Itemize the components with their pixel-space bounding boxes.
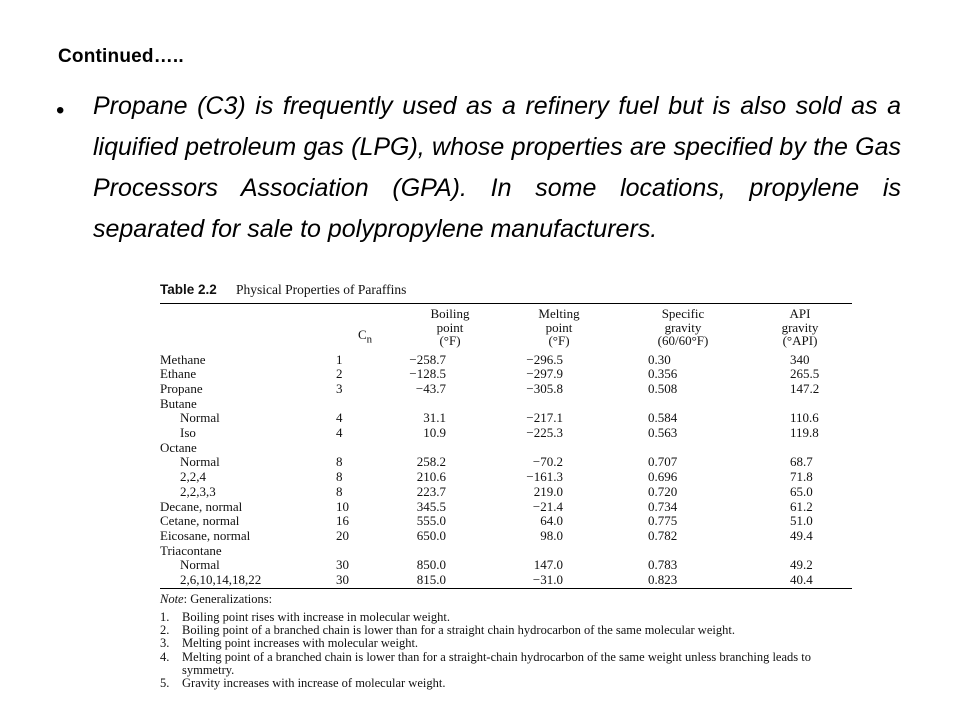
cell-sg [618,441,748,456]
cell-bp: 258.2 [416,454,446,470]
note-number: 1. [160,609,170,624]
cell-name: Decane, normal [160,498,243,514]
cell-api: 119.8 [790,425,819,441]
paraffins-table [160,304,852,588]
cell-sg: 0.783 [648,557,678,573]
header-boiling-point [400,304,500,350]
note-item [160,677,852,690]
cell-mp: −296.5 [526,351,563,367]
cell-api: 51.0 [790,513,813,529]
cell-mp: −31.0 [532,572,563,588]
notes-title-prefix: Note [160,591,184,606]
bullet-text: Propane (C3) is frequently used as a refinery fuel but is also sold as a liquified petroleum gas (LPG), whose properties are specified by the Gas Processors Association (GPA). In some locations, propylene is separated for sale to polypropylene manufacturers. [93,92,901,243]
cell-sg: 0.563 [648,425,678,441]
cell-api: 71.8 [790,469,813,485]
table-row [160,382,852,397]
cell-mp: 64.0 [540,513,563,529]
header-bp-line1: Boiling [430,306,470,321]
cell-cn: 3 [336,380,343,396]
header-melting-point [500,304,618,350]
cell-cn [330,544,400,559]
note-text: Boiling point of a branched chain is lower than for a straight chain hydrocarbon of the same molecular weight. [182,623,735,638]
cell-bp: 223.7 [416,483,446,499]
header-api-line2: gravity [781,319,819,335]
table-body [160,350,852,588]
table-row [160,529,852,544]
cell-name: Normal [180,410,220,426]
cell-mp: −217.1 [526,410,563,426]
cell-cn: 8 [336,469,343,485]
note-text: Boiling point rises with increase in molecular weight. [182,609,450,624]
cell-cn: 1 [336,351,343,367]
notes-title-rest: : Generalizations: [183,591,273,606]
cell-bp: 650.0 [416,527,446,543]
cell-name: 2,6,10,14,18,22 [180,572,262,588]
cell-bp: 555.0 [416,513,446,529]
cell-api: 265.5 [790,366,820,382]
table-row [160,350,852,368]
cell-name: Triacontane [160,542,222,558]
note-number: 2. [160,623,170,638]
header-api-gravity [748,304,852,350]
cell-bp: 850.0 [416,557,446,573]
cell-cn: 8 [336,483,343,499]
table-row [160,544,852,559]
cell-sg: 0.584 [648,410,678,426]
cell-mp: −161.3 [526,469,563,485]
table-row [160,514,852,529]
cell-sg: 0.775 [648,513,678,529]
table-row [160,455,852,470]
note-number: 3. [160,636,170,651]
table-notes [160,593,852,690]
cell-api: 340 [790,351,810,367]
cell-api: 61.2 [790,498,813,514]
cell-cn: 30 [336,557,349,573]
cell-mp: −305.8 [526,380,563,396]
cell-bp: 210.6 [416,469,446,485]
header-cn-main: C [357,327,367,343]
cell-cn: 8 [336,454,343,470]
cell-mp: 147.0 [533,557,563,573]
table-row [160,367,852,382]
cell-sg: 0.696 [648,469,678,485]
table-row [160,500,852,515]
table-row [160,441,852,456]
table-row [160,397,852,412]
cell-api [748,544,852,559]
header-api-line3: (°API) [782,333,818,348]
cell-sg [618,397,748,412]
cell-cn: 20 [336,527,349,543]
cell-sg [618,544,748,559]
cell-name: 2,2,3,3 [180,483,216,499]
cell-api [748,397,852,412]
cell-mp: −225.3 [526,425,563,441]
cell-name: Iso [180,425,196,441]
header-bp-line3: (°F) [439,333,461,348]
cell-bp [400,441,500,456]
cell-mp [500,544,618,559]
header-mp-line1: Melting [538,306,580,321]
table-bottom-rule [160,588,852,589]
cell-cn [330,397,400,412]
cell-name: Normal [180,454,220,470]
cell-mp: −21.4 [532,498,563,514]
table-row [160,558,852,573]
cell-cn: 10 [336,498,349,514]
cell-api: 68.7 [790,454,813,470]
cell-bp: 345.5 [416,498,446,514]
cell-name: Eicosane, normal [160,527,251,543]
header-cn-sub: n [366,334,373,346]
cell-bp: 815.0 [416,572,446,588]
note-item [160,637,852,650]
table-caption-label: Table 2.2 [160,282,217,297]
cell-sg: 0.30 [648,351,671,367]
cell-api: 147.2 [790,380,820,396]
cell-sg: 0.734 [648,498,678,514]
note-number: 5. [160,675,170,690]
cell-mp: 98.0 [540,527,563,543]
table-header-row [160,304,852,350]
cell-mp: 219.0 [533,483,563,499]
cell-api: 110.6 [790,410,819,426]
cell-name: Normal [180,557,220,573]
cell-bp [400,544,500,559]
table-caption [160,282,852,300]
cell-bp: −128.5 [409,366,446,382]
paraffins-table-figure [160,282,852,690]
cell-api: 65.0 [790,483,813,499]
header-bp-line2: point [436,319,464,335]
table-row [160,573,852,588]
cell-bp: −258.7 [409,351,446,367]
cell-api: 49.4 [790,527,813,543]
cell-bp: 10.9 [423,425,446,441]
header-sg-line1: Specific [661,306,705,321]
header-mp-line2: point [545,319,573,335]
cell-name: Propane [160,380,203,396]
cell-name: Octane [160,439,197,455]
cell-mp [500,397,618,412]
cell-bp: −43.7 [415,380,446,396]
cell-sg: 0.823 [648,572,678,588]
note-number: 4. [160,649,170,664]
cell-cn: 2 [336,366,343,382]
notes-list [160,611,852,690]
cell-mp: −297.9 [526,366,563,382]
header-sg-line3: (60/60°F) [657,333,709,348]
cell-sg: 0.782 [648,527,678,543]
cell-cn: 16 [336,513,349,529]
cell-api: 40.4 [790,572,813,588]
header-sg-line2: gravity [664,319,702,335]
note-text: Melting point increases with molecular weight. [182,636,419,651]
cell-name: Methane [160,351,206,367]
header-carbon-number [330,304,400,350]
table-row [160,411,852,426]
cell-name: Cetane, normal [160,513,240,529]
header-name [160,304,330,350]
slide-heading: Continued….. [58,46,184,67]
header-specific-gravity [618,304,748,350]
cell-mp [500,441,618,456]
cell-cn: 4 [336,410,343,426]
cell-sg: 0.508 [648,380,678,396]
notes-title [160,593,852,606]
bullet-point-icon: • [56,97,65,124]
cell-bp [400,397,500,412]
table-row [160,485,852,500]
cell-sg: 0.707 [648,454,678,470]
cell-api: 49.2 [790,557,813,573]
cell-name: Ethane [160,366,197,382]
header-api-line1: API [789,306,811,321]
cell-mp: −70.2 [532,454,563,470]
cell-sg: 0.356 [648,366,678,382]
cell-cn: 30 [336,572,349,588]
cell-cn: 4 [336,425,343,441]
cell-api [748,441,852,456]
note-text: Gravity increases with increase of molecular weight. [182,675,446,690]
cell-name: 2,2,4 [180,469,206,485]
note-text: Melting point of a branched chain is lower than for a straight-chain hydrocarbon of the same weight unless branching leads to symmetry. [182,649,811,677]
cell-sg: 0.720 [648,483,678,499]
cell-name: Butane [160,395,197,411]
header-mp-line3: (°F) [548,333,570,348]
table-row [160,470,852,485]
table-caption-title: Physical Properties of Paraffins [236,282,407,297]
cell-bp: 31.1 [423,410,446,426]
note-item [160,651,852,677]
table-row [160,426,852,441]
cell-cn [330,441,400,456]
